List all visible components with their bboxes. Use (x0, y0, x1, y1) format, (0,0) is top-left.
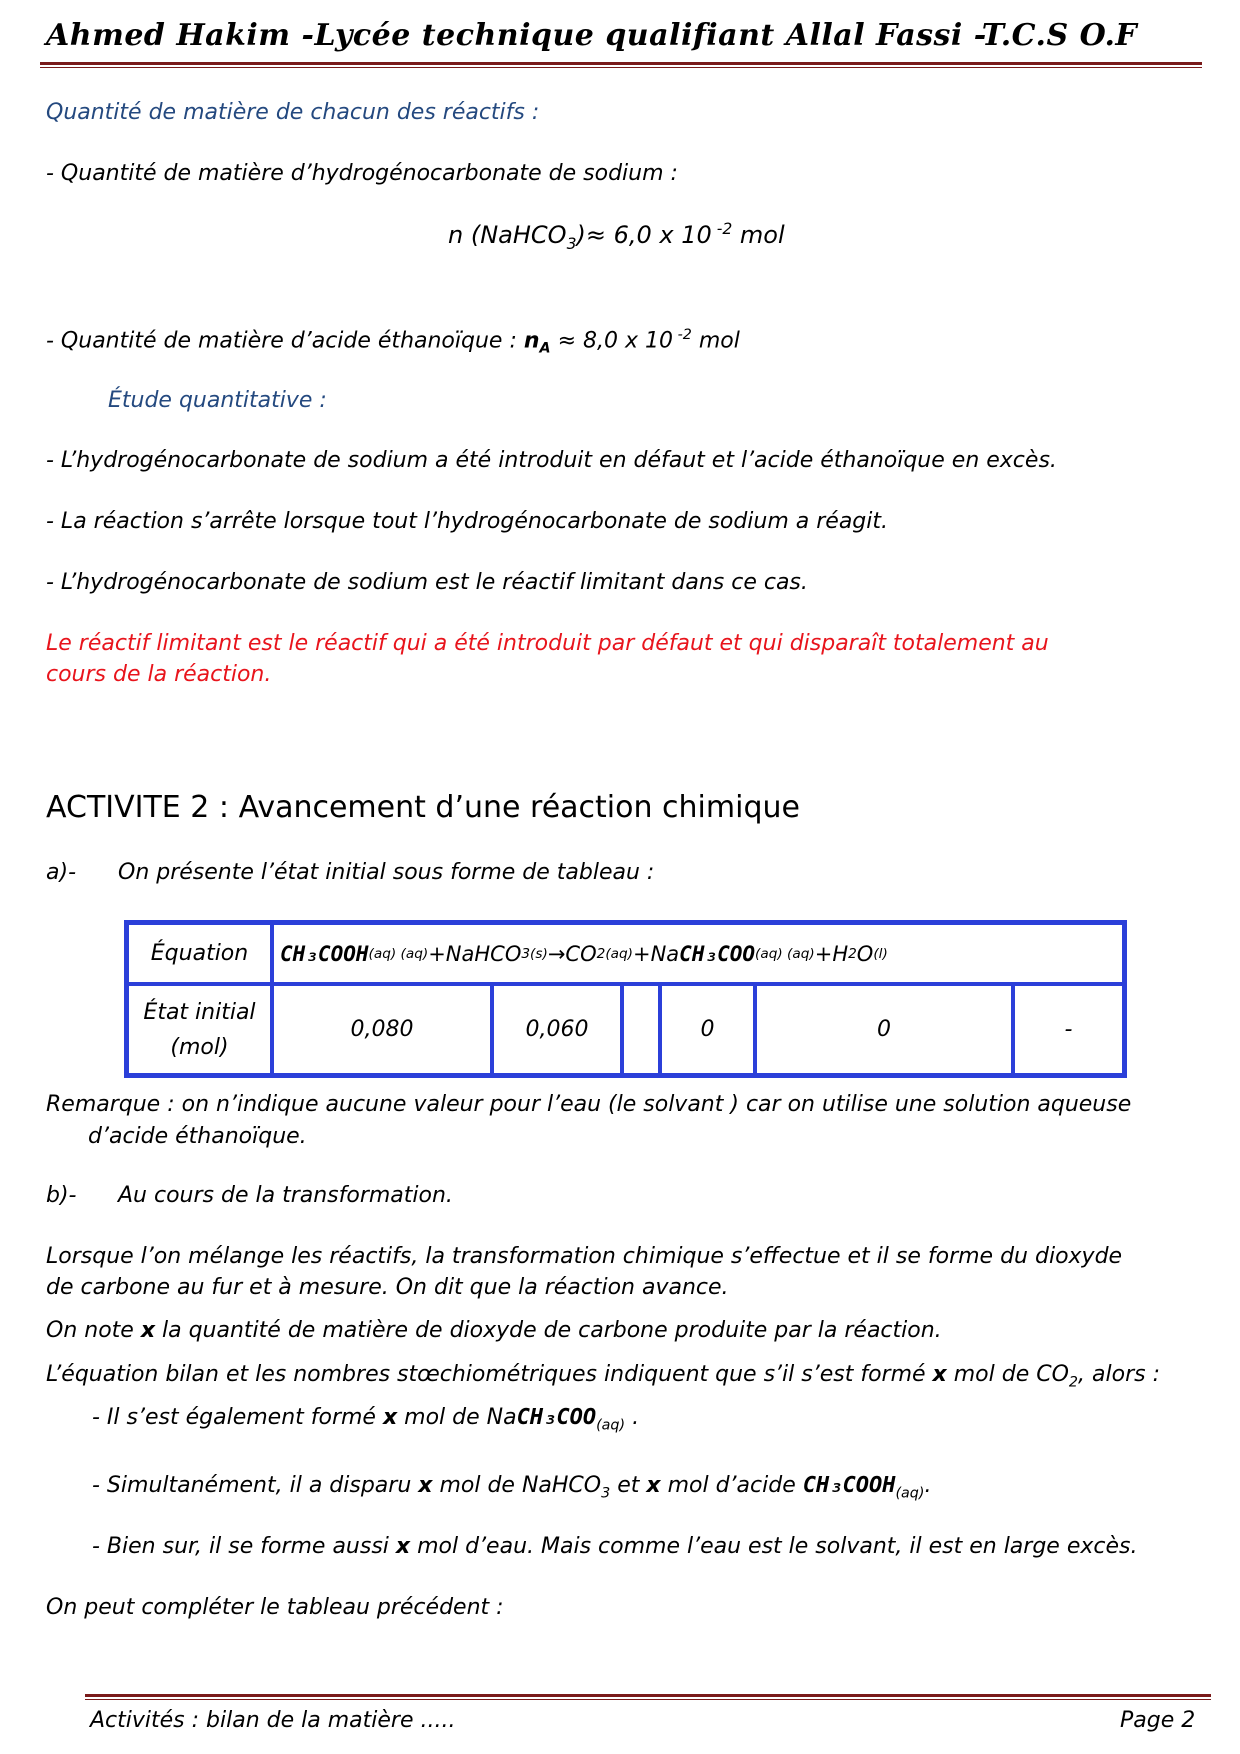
header-rule (40, 62, 1202, 65)
footer-rule-thin (85, 1699, 1211, 1700)
table-cell-water: - (1013, 984, 1124, 1075)
table-label-equation: Équation (127, 923, 272, 984)
footer-left-text: Activités : bilan de la matière ..... (90, 1708, 456, 1733)
remark-line-2: d’acide éthanoïque. (88, 1124, 307, 1149)
table-cell-nahco3: 0,060 (492, 984, 622, 1075)
remark-line-1: Remarque : on n’indique aucune valeur pour l’eau (le solvant ) car on utilise une solution aqueuse (46, 1092, 1132, 1117)
table-cell-arrow-gap (622, 984, 660, 1075)
formula-n-nahco3: n (NaHCO$_3$)≈ 6,0 x 10 $^{-2}$ mol (448, 220, 785, 253)
definition-limiting-reagent-cont: cours de la réaction. (46, 662, 272, 687)
header-rule-thin (40, 67, 1202, 68)
table-cell-ch3cooh: 0,080 (272, 984, 492, 1075)
item-sodium-bicarbonate: - Quantité de matière d’hydrogénocarbonate de sodium : (46, 161, 678, 186)
subtitle-quantitative-study: Étude quantitative : (108, 388, 327, 413)
definition-limiting-reagent: Le réactif limitant est le réactif qui a été introduit par défaut et qui disparaît totalement au (46, 631, 1049, 656)
text-line-3: - L’hydrogénocarbonate de sodium est le réactif limitant dans ce cas. (46, 570, 808, 595)
bullet-1: - Il s’est également formé x mol de $NaCH_3COO_{(aq)}$ . (92, 1405, 640, 1434)
paragraph-line-3: On note x la quantité de matière de dioxyde de carbone produite par la réaction. (46, 1318, 942, 1343)
section-title-quantities: Quantité de matière de chacun des réactifs : (46, 100, 540, 125)
text-line-2: - La réaction s’arrête lorsque tout l’hydrogénocarbonate de sodium a réagit. (46, 509, 888, 534)
table-cell-co2: 0 (660, 984, 755, 1075)
text-line-1: - L’hydrogénocarbonate de sodium a été introduit en défaut et l’acide éthanoïque en excès. (46, 448, 1057, 473)
footer-page-number: Page 2 (1120, 1708, 1196, 1733)
table-cell-nach3coo: 0 (755, 984, 1013, 1075)
paragraph-line-1: Lorsque l’on mélange les réactifs, la transformation chimique s’effectue et il se forme du dioxyde (46, 1244, 1123, 1269)
closing-line: On peut compléter le tableau précédent : (46, 1595, 504, 1620)
table-equation: CH₃COOH (aq) (aq) + NaHCO 3 (s) → CO 2 (aq) + Na CH₃COO (aq) (aq) + H 2 O (l) (272, 923, 1124, 984)
page-header-title: Ahmed Hakim -Lycée technique qualifiant Allal Fassi -T.C.S O.F (46, 18, 1138, 53)
paragraph-line-2: de carbone au fur et à mesure. On dit que la réaction avance. (46, 1275, 729, 1300)
bullet-3: - Bien sur, il se forme aussi x mol d’eau. Mais comme l’eau est le solvant, il est en large excès. (92, 1534, 1138, 1559)
footer-rule (85, 1694, 1211, 1697)
bullet-2: - Simultanément, il a disparu x mol de NaHCO$_3$ et x mol d’acide $CH_3COOH_{(aq)}$. (92, 1473, 932, 1502)
item-a-text: On présente l’état initial sous forme de tableau : (118, 860, 655, 885)
paragraph-line-4: L’équation bilan et les nombres stœchiométriques indiquent que s’il s’est formé x mol de $CO_2$, alors : (46, 1362, 1160, 1391)
item-ethanoic-acid: - Quantité de matière d’acide éthanoïque : $n_A \approx 8,0$ x 10 $^{-2}$ mol (46, 327, 740, 357)
initial-state-table (124, 920, 1127, 1078)
item-b-label: b)- (46, 1183, 77, 1208)
activity2-heading: ACTIVITE 2 : Avancement d’une réaction chimique (46, 790, 800, 825)
item-a-label: a)- (46, 860, 77, 885)
table-label-initial-state: État initial (mol) (127, 984, 272, 1075)
item-b-text: Au cours de la transformation. (118, 1183, 453, 1208)
